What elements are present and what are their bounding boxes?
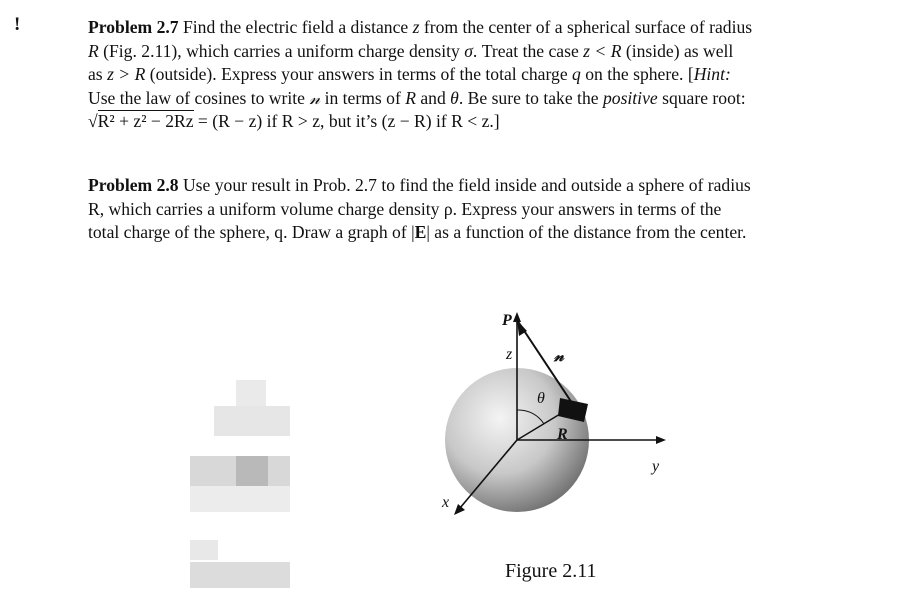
- problem-2-7-line-2: R (Fig. 2.11), which carries a uniform charge density σ. Treat the case z < R (inside) as well: [88, 40, 734, 61]
- label-p: P: [502, 312, 512, 329]
- sphere-diagram: [420, 300, 680, 600]
- point-p: [515, 318, 520, 323]
- problem-2-8-line-3: total charge of the sphere, q. Draw a graph of |E| as a function of the distance from the center.: [88, 222, 747, 242]
- y-axis-arrowhead: [656, 436, 666, 444]
- label-x: x: [442, 494, 450, 511]
- problem-2-7: [88, 16, 830, 134]
- problem-2-8-heading: Problem 2.8: [88, 175, 179, 195]
- problem-2-8: [88, 174, 830, 245]
- sqrt-expression: R² + z² − 2Rz: [97, 111, 194, 131]
- label-theta: θ: [537, 390, 545, 407]
- label-script-r: 𝓃: [554, 348, 564, 365]
- problem-2-8-line-2: R, which carries a uniform volume charge density ρ. Express your answers in terms of the: [88, 198, 722, 219]
- figure-caption: Figure 2.11: [505, 560, 597, 582]
- problem-2-8-line-1: Problem 2.8 Use your result in Prob. 2.7 to find the field inside and outside a sphere of radius: [88, 175, 751, 195]
- problem-2-7-line-1: Problem 2.7 Find the electric field a distance z from the center of a spherical surface of radius: [88, 17, 753, 37]
- problem-2-7-formula-line: √R² + z² − 2Rz = (R − z) if R > z, but it’s (z − R) if R < z.]: [88, 111, 500, 131]
- label-z: z: [506, 346, 513, 363]
- problem-2-7-heading: Problem 2.7: [88, 17, 179, 37]
- x-axis-arrowhead: [454, 504, 465, 515]
- problem-2-7-line-3: as z > R (outside). Express your answers in terms of the total charge q on the sphere. [Hint:: [88, 64, 731, 84]
- label-r: R: [557, 426, 568, 443]
- margin-exclamation-mark: !: [14, 14, 21, 35]
- label-y: y: [652, 458, 660, 475]
- problem-2-7-line-4: Use the law of cosines to write 𝓃 in terms of R and θ. Be sure to take the positive square root:: [88, 87, 746, 108]
- figure-2-11: [420, 300, 680, 600]
